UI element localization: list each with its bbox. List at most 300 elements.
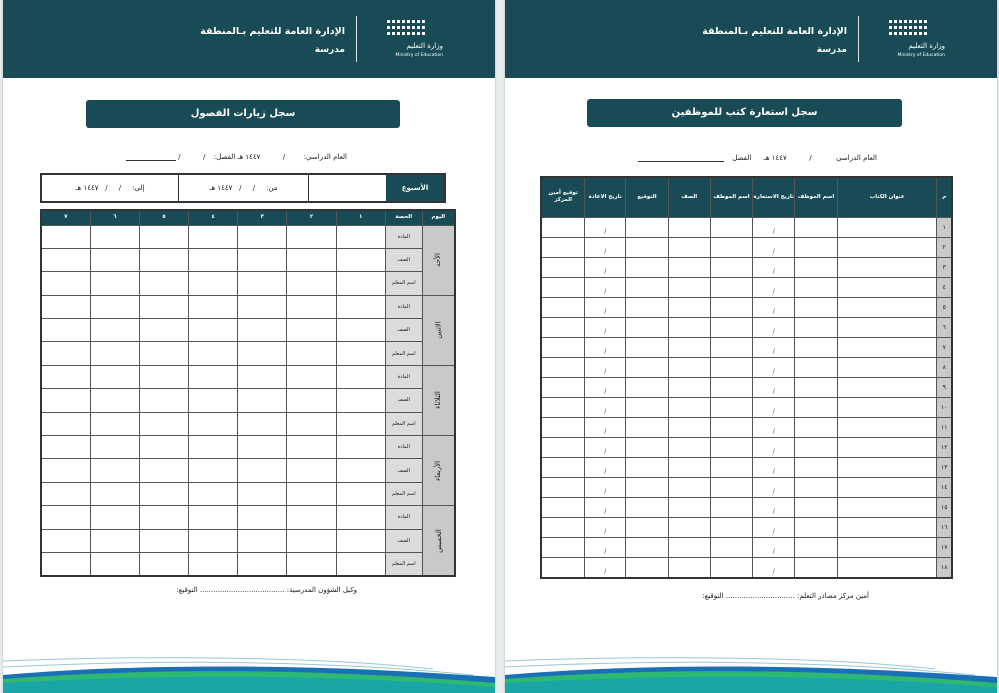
entry-cell[interactable] xyxy=(541,217,585,237)
entry-cell[interactable] xyxy=(90,436,139,459)
entry-cell[interactable] xyxy=(238,248,287,271)
entry-cell[interactable] xyxy=(837,277,937,297)
entry-cell[interactable] xyxy=(753,337,795,357)
entry-cell[interactable] xyxy=(837,497,937,517)
entry-cell[interactable] xyxy=(626,457,669,477)
entry-cell[interactable] xyxy=(541,457,585,477)
entry-cell[interactable] xyxy=(238,365,287,388)
entry-cell[interactable] xyxy=(41,412,90,435)
entry-cell[interactable] xyxy=(626,397,669,417)
entry-cell[interactable] xyxy=(753,257,795,277)
entry-cell[interactable] xyxy=(287,529,336,552)
entry-cell[interactable] xyxy=(90,225,139,248)
entry-cell[interactable] xyxy=(668,437,710,457)
entry-cell[interactable] xyxy=(189,412,238,435)
entry-cell[interactable] xyxy=(90,412,139,435)
entry-cell[interactable] xyxy=(139,319,188,342)
entry-cell[interactable] xyxy=(189,342,238,365)
agent-dots: ...................................... xyxy=(199,586,285,594)
entry-cell[interactable] xyxy=(668,457,710,477)
entry-cell[interactable] xyxy=(541,417,585,437)
entry-cell[interactable] xyxy=(90,506,139,529)
entry-cell[interactable] xyxy=(837,217,937,237)
entry-cell[interactable] xyxy=(795,497,838,517)
entry-cell[interactable] xyxy=(668,517,710,537)
entry-cell[interactable] xyxy=(41,272,90,295)
entry-cell[interactable] xyxy=(626,337,669,357)
entry-cell[interactable] xyxy=(336,225,385,248)
page-header xyxy=(3,0,495,78)
entry-cell[interactable] xyxy=(41,436,90,459)
year-sep: / xyxy=(282,153,286,161)
entry-cell[interactable] xyxy=(336,482,385,505)
entry-cell[interactable] xyxy=(287,459,336,482)
entry-cell[interactable] xyxy=(541,237,585,257)
entry-cell[interactable] xyxy=(837,437,937,457)
entry-cell[interactable] xyxy=(90,342,139,365)
entry-cell[interactable] xyxy=(238,389,287,412)
table-row xyxy=(41,552,455,575)
entry-cell[interactable] xyxy=(585,257,626,277)
entry-cell[interactable] xyxy=(668,237,710,257)
entry-cell[interactable] xyxy=(753,497,795,517)
entry-cell[interactable] xyxy=(585,417,626,437)
entry-cell[interactable] xyxy=(753,437,795,457)
entry-cell[interactable] xyxy=(626,557,669,578)
entry-cell[interactable] xyxy=(795,277,838,297)
entry-cell[interactable] xyxy=(541,477,585,497)
entry-cell[interactable] xyxy=(541,517,585,537)
entry-cell[interactable] xyxy=(139,436,188,459)
entry-cell[interactable] xyxy=(753,217,795,237)
entry-cell[interactable] xyxy=(139,482,188,505)
entry-cell[interactable] xyxy=(585,357,626,377)
entry-cell[interactable] xyxy=(753,417,795,437)
entry-cell[interactable] xyxy=(668,217,710,237)
entry-cell[interactable] xyxy=(626,497,669,517)
table-row xyxy=(541,217,952,237)
entry-cell[interactable] xyxy=(336,319,385,342)
entry-cell[interactable] xyxy=(710,557,753,578)
entry-cell[interactable] xyxy=(41,248,90,271)
entry-cell[interactable] xyxy=(626,377,669,397)
entry-cell[interactable] xyxy=(753,517,795,537)
entry-cell[interactable] xyxy=(541,377,585,397)
entry-cell[interactable] xyxy=(753,457,795,477)
date-separator: / xyxy=(772,247,775,255)
date-separator: / xyxy=(604,287,607,295)
entry-cell[interactable] xyxy=(189,319,238,342)
entry-cell[interactable] xyxy=(287,552,336,575)
table-row xyxy=(541,457,952,477)
entry-cell[interactable] xyxy=(585,457,626,477)
entry-cell[interactable] xyxy=(189,506,238,529)
entry-cell[interactable] xyxy=(668,337,710,357)
entry-cell[interactable] xyxy=(837,377,937,397)
entry-cell[interactable] xyxy=(795,337,838,357)
entry-cell[interactable] xyxy=(287,506,336,529)
entry-cell[interactable] xyxy=(753,477,795,497)
entry-cell[interactable] xyxy=(189,552,238,575)
entry-cell[interactable] xyxy=(585,377,626,397)
entry-cell[interactable] xyxy=(238,225,287,248)
day-cell xyxy=(422,436,455,506)
entry-cell[interactable] xyxy=(626,217,669,237)
entry-cell[interactable] xyxy=(626,297,669,317)
entry-cell[interactable] xyxy=(90,365,139,388)
entry-cell[interactable] xyxy=(336,342,385,365)
entry-cell[interactable] xyxy=(336,529,385,552)
entry-cell[interactable] xyxy=(189,389,238,412)
entry-cell[interactable] xyxy=(336,272,385,295)
entry-cell[interactable] xyxy=(90,529,139,552)
date-separator: / xyxy=(604,467,607,475)
week-to-field[interactable] xyxy=(42,175,178,201)
entry-cell[interactable] xyxy=(139,529,188,552)
entry-cell[interactable] xyxy=(287,342,336,365)
entry-cell[interactable] xyxy=(287,436,336,459)
entry-cell[interactable] xyxy=(795,417,838,437)
entry-cell[interactable] xyxy=(753,397,795,417)
entry-cell[interactable] xyxy=(710,277,753,297)
entry-cell[interactable] xyxy=(710,417,753,437)
entry-cell[interactable] xyxy=(626,477,669,497)
entry-cell[interactable] xyxy=(585,317,626,337)
entry-cell[interactable] xyxy=(753,237,795,257)
entry-cell[interactable] xyxy=(795,537,838,557)
entry-cell[interactable] xyxy=(541,397,585,417)
entry-cell[interactable] xyxy=(668,497,710,517)
row-number: ١ xyxy=(937,217,952,237)
entry-cell[interactable] xyxy=(41,295,90,318)
entry-cell[interactable] xyxy=(585,337,626,357)
entry-cell[interactable] xyxy=(139,248,188,271)
entry-cell[interactable] xyxy=(189,529,238,552)
entry-cell[interactable] xyxy=(90,295,139,318)
table-row xyxy=(541,297,952,317)
entry-cell[interactable] xyxy=(626,257,669,277)
entry-cell[interactable] xyxy=(585,557,626,578)
entry-cell[interactable] xyxy=(541,337,585,357)
entry-cell[interactable] xyxy=(626,417,669,437)
entry-cell[interactable] xyxy=(139,342,188,365)
row-label: المادة xyxy=(385,365,422,388)
date-separator: / xyxy=(772,407,775,415)
row-label: اسم المعلم xyxy=(385,412,422,435)
date-separator: / xyxy=(604,387,607,395)
entry-cell[interactable] xyxy=(710,537,753,557)
entry-cell[interactable] xyxy=(710,257,753,277)
entry-cell[interactable] xyxy=(585,277,626,297)
entry-cell[interactable] xyxy=(541,257,585,277)
entry-cell[interactable] xyxy=(541,277,585,297)
entry-cell[interactable] xyxy=(238,482,287,505)
entry-cell[interactable] xyxy=(238,295,287,318)
table-row xyxy=(41,482,455,505)
entry-cell[interactable] xyxy=(541,317,585,337)
entry-cell[interactable] xyxy=(287,412,336,435)
semester-field[interactable] xyxy=(638,153,724,162)
entry-cell[interactable] xyxy=(90,482,139,505)
entry-cell[interactable] xyxy=(795,297,838,317)
day-name: الثلاثاء xyxy=(434,391,443,410)
entry-cell[interactable] xyxy=(41,319,90,342)
entry-cell[interactable] xyxy=(753,357,795,377)
entry-cell[interactable] xyxy=(668,417,710,437)
day-cell xyxy=(422,225,455,295)
entry-cell[interactable] xyxy=(585,237,626,257)
entry-cell[interactable] xyxy=(336,436,385,459)
to-sep-2: / xyxy=(105,184,108,192)
entry-cell[interactable] xyxy=(626,277,669,297)
entry-cell[interactable] xyxy=(336,459,385,482)
agent-label: وكيل الشؤون المدرسية: xyxy=(286,586,357,594)
to-label: إلى: xyxy=(132,184,145,192)
entry-cell[interactable] xyxy=(336,412,385,435)
entry-cell[interactable] xyxy=(753,537,795,557)
entry-cell[interactable] xyxy=(668,317,710,337)
entry-cell[interactable] xyxy=(710,377,753,397)
entry-cell[interactable] xyxy=(189,272,238,295)
entry-cell[interactable] xyxy=(668,477,710,497)
entry-cell[interactable] xyxy=(189,365,238,388)
entry-cell[interactable] xyxy=(238,529,287,552)
entry-cell[interactable] xyxy=(585,217,626,237)
entry-cell[interactable] xyxy=(287,365,336,388)
entry-cell[interactable] xyxy=(238,552,287,575)
entry-cell[interactable] xyxy=(336,506,385,529)
entry-cell[interactable] xyxy=(837,397,937,417)
entry-cell[interactable] xyxy=(139,295,188,318)
entry-cell[interactable] xyxy=(287,295,336,318)
entry-cell[interactable] xyxy=(90,272,139,295)
entry-cell[interactable] xyxy=(753,297,795,317)
entry-cell[interactable] xyxy=(41,482,90,505)
entry-cell[interactable] xyxy=(541,497,585,517)
entry-cell[interactable] xyxy=(795,477,838,497)
entry-cell[interactable] xyxy=(287,389,336,412)
week-number-field[interactable] xyxy=(308,175,386,201)
entry-cell[interactable] xyxy=(837,357,937,377)
entry-cell[interactable] xyxy=(710,297,753,317)
column-header: اسم الموظف xyxy=(795,177,838,217)
entry-cell[interactable] xyxy=(795,317,838,337)
entry-cell[interactable] xyxy=(189,436,238,459)
entry-cell[interactable] xyxy=(668,277,710,297)
entry-cell[interactable] xyxy=(753,317,795,337)
entry-cell[interactable] xyxy=(795,357,838,377)
date-separator: / xyxy=(772,367,775,375)
entry-cell[interactable] xyxy=(795,557,838,578)
entry-cell[interactable] xyxy=(41,342,90,365)
entry-cell[interactable] xyxy=(626,357,669,377)
day-name: الأربعاء xyxy=(434,460,443,481)
entry-cell[interactable] xyxy=(90,319,139,342)
entry-cell[interactable] xyxy=(668,357,710,377)
entry-cell[interactable] xyxy=(710,497,753,517)
entry-cell[interactable] xyxy=(837,337,937,357)
entry-cell[interactable] xyxy=(795,397,838,417)
entry-cell[interactable] xyxy=(238,272,287,295)
entry-cell[interactable] xyxy=(287,482,336,505)
date-separator: / xyxy=(604,327,607,335)
entry-cell[interactable] xyxy=(90,459,139,482)
entry-cell[interactable] xyxy=(90,389,139,412)
entry-cell[interactable] xyxy=(710,477,753,497)
entry-cell[interactable] xyxy=(795,237,838,257)
entry-cell[interactable] xyxy=(795,257,838,277)
entry-cell[interactable] xyxy=(710,397,753,417)
entry-cell[interactable] xyxy=(238,436,287,459)
entry-cell[interactable] xyxy=(139,506,188,529)
entry-cell[interactable] xyxy=(837,257,937,277)
table-row xyxy=(541,277,952,297)
date-separator: / xyxy=(772,387,775,395)
entry-cell[interactable] xyxy=(287,319,336,342)
entry-cell[interactable] xyxy=(41,529,90,552)
entry-cell[interactable] xyxy=(626,437,669,457)
entry-cell[interactable] xyxy=(837,417,937,437)
table-row xyxy=(541,377,952,397)
entry-cell[interactable] xyxy=(710,237,753,257)
entry-cell[interactable] xyxy=(41,552,90,575)
entry-cell[interactable] xyxy=(541,297,585,317)
entry-cell[interactable] xyxy=(287,225,336,248)
entry-cell[interactable] xyxy=(837,317,937,337)
entry-cell[interactable] xyxy=(189,295,238,318)
entry-cell[interactable] xyxy=(710,357,753,377)
entry-cell[interactable] xyxy=(668,537,710,557)
entry-cell[interactable] xyxy=(795,377,838,397)
entry-cell[interactable] xyxy=(139,225,188,248)
entry-cell[interactable] xyxy=(41,365,90,388)
entry-cell[interactable] xyxy=(626,537,669,557)
entry-cell[interactable] xyxy=(837,517,937,537)
entry-cell[interactable] xyxy=(753,377,795,397)
entry-cell[interactable] xyxy=(795,217,838,237)
entry-cell[interactable] xyxy=(837,457,937,477)
entry-cell[interactable] xyxy=(710,217,753,237)
date-separator: / xyxy=(772,427,775,435)
entry-cell[interactable] xyxy=(41,506,90,529)
entry-cell[interactable] xyxy=(585,477,626,497)
page-header xyxy=(505,0,997,78)
entry-cell[interactable] xyxy=(90,552,139,575)
entry-cell[interactable] xyxy=(41,389,90,412)
entry-cell[interactable] xyxy=(189,225,238,248)
entry-cell[interactable] xyxy=(189,482,238,505)
entry-cell[interactable] xyxy=(585,397,626,417)
entry-cell[interactable] xyxy=(710,517,753,537)
entry-cell[interactable] xyxy=(585,437,626,457)
table-row xyxy=(41,529,455,552)
entry-cell[interactable] xyxy=(668,257,710,277)
entry-cell[interactable] xyxy=(795,437,838,457)
entry-cell[interactable] xyxy=(837,477,937,497)
table-row xyxy=(41,319,455,342)
agent-label: أمين مركز مصادر التعلم: xyxy=(797,592,869,600)
entry-cell[interactable] xyxy=(710,437,753,457)
entry-cell[interactable] xyxy=(41,225,90,248)
table-row xyxy=(41,389,455,412)
entry-cell[interactable] xyxy=(668,377,710,397)
entry-cell[interactable] xyxy=(585,497,626,517)
entry-cell[interactable] xyxy=(837,297,937,317)
entry-cell[interactable] xyxy=(238,319,287,342)
entry-cell[interactable] xyxy=(189,459,238,482)
entry-cell[interactable] xyxy=(139,412,188,435)
entry-cell[interactable] xyxy=(710,337,753,357)
to-sep-1: / xyxy=(118,184,122,192)
entry-cell[interactable] xyxy=(541,557,585,578)
logo-english-text: Ministry of Education xyxy=(897,53,945,58)
entry-cell[interactable] xyxy=(753,557,795,578)
entry-cell[interactable] xyxy=(287,272,336,295)
column-header: تاريخ الاعادة xyxy=(585,177,626,217)
entry-cell[interactable] xyxy=(238,459,287,482)
entry-cell[interactable] xyxy=(238,342,287,365)
entry-cell[interactable] xyxy=(336,389,385,412)
semester-field[interactable] xyxy=(126,152,176,161)
entry-cell[interactable] xyxy=(626,517,669,537)
entry-cell[interactable] xyxy=(541,357,585,377)
entry-cell[interactable] xyxy=(139,552,188,575)
entry-cell[interactable] xyxy=(336,295,385,318)
row-number: ٦ xyxy=(937,317,952,337)
entry-cell[interactable] xyxy=(626,317,669,337)
date-separator: / xyxy=(772,507,775,515)
entry-cell[interactable] xyxy=(139,389,188,412)
entry-cell[interactable] xyxy=(668,397,710,417)
entry-cell[interactable] xyxy=(668,557,710,578)
entry-cell[interactable] xyxy=(139,272,188,295)
entry-cell[interactable] xyxy=(541,437,585,457)
entry-cell[interactable] xyxy=(585,517,626,537)
entry-cell[interactable] xyxy=(41,459,90,482)
entry-cell[interactable] xyxy=(585,297,626,317)
entry-cell[interactable] xyxy=(336,365,385,388)
week-from-field[interactable] xyxy=(178,175,308,201)
entry-cell[interactable] xyxy=(837,237,937,257)
entry-cell[interactable] xyxy=(238,506,287,529)
entry-cell[interactable] xyxy=(139,365,188,388)
entry-cell[interactable] xyxy=(189,248,238,271)
entry-cell[interactable] xyxy=(336,248,385,271)
entry-cell[interactable] xyxy=(541,537,585,557)
entry-cell[interactable] xyxy=(287,248,336,271)
entry-cell[interactable] xyxy=(710,317,753,337)
entry-cell[interactable] xyxy=(90,248,139,271)
entry-cell[interactable] xyxy=(238,412,287,435)
entry-cell[interactable] xyxy=(710,457,753,477)
header-text xyxy=(200,26,345,55)
from-sep-2: / xyxy=(239,184,242,192)
entry-cell[interactable] xyxy=(795,457,838,477)
entry-cell[interactable] xyxy=(626,237,669,257)
entry-cell[interactable] xyxy=(837,557,937,578)
entry-cell[interactable] xyxy=(753,277,795,297)
entry-cell[interactable] xyxy=(336,552,385,575)
entry-cell[interactable] xyxy=(837,537,937,557)
row-label: اسم المعلم xyxy=(385,482,422,505)
table-row xyxy=(41,295,455,318)
entry-cell[interactable] xyxy=(795,517,838,537)
entry-cell[interactable] xyxy=(585,537,626,557)
row-number: ٥ xyxy=(937,297,952,317)
visits-body xyxy=(41,225,455,576)
entry-cell[interactable] xyxy=(668,297,710,317)
entry-cell[interactable] xyxy=(139,459,188,482)
